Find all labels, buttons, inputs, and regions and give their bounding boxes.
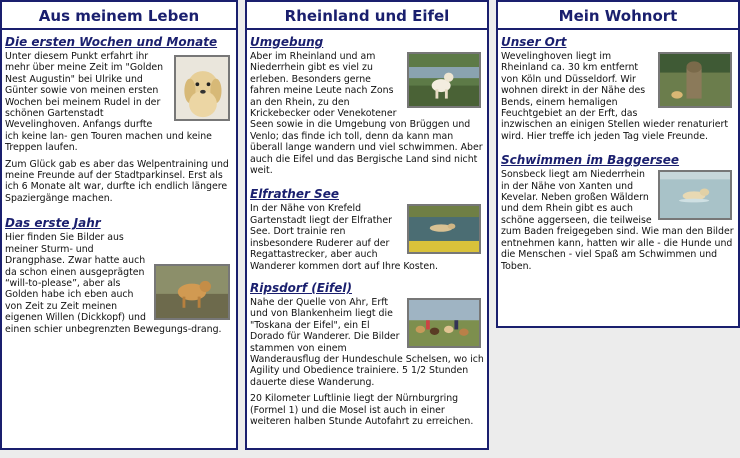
paragraph: 20 Kilometer Luftlinie liegt der Nürnburgring (Formel 1) und die Mosel ist auch in einer weiteren halben Stunde Autofahrt zu erreichen. (250, 393, 474, 427)
dog-group-photo[interactable] (407, 298, 481, 348)
town-monument-photo[interactable] (658, 52, 732, 108)
section-heading-erste-wochen[interactable]: Die ersten Wochen und Monate (5, 35, 218, 49)
column-mein-wohnort (496, 0, 740, 328)
paragraph: Hier finden Sie Bilder aus meiner Sturm- und Drangphase. Zwar hatte auch da schon einen ausgeprägten “will-to-please”, aber als Golden habe ich eben auch von Zeit zu Zeit meinen eigenen Willen (Dickkopf) und einen schier unbegrenzten Bewegungs-drang. (5, 232, 222, 335)
paragraph: Zum Glück gab es aber das Welpentraining und meine Freunde auf der Stadtparkinsel. Erst als ich 6 Monate alt war, durfte ich endlich längere Spaziergänge machen. (5, 158, 229, 204)
column-title: Rheinland und Eifel (247, 2, 487, 30)
paragraph: Nahe der Quelle von Ahr, Erft und von Blankenheim liegt die "Toskana der Eifel", ein El Dorado für Wanderer. Die Bilder stammen von einem Wanderausflug der Hundeschule Schelsen, wo ich Agility und Obedience trainiere. 5 1/2 Stunden dauerte diese Wanderung. (250, 296, 484, 388)
paragraph: Unter diesem Punkt erfahrt ihr mehr über meine Zeit im "Golden Nest Augustin" bei Ulrike und Günter sowie von meinen ersten Wochen bei meinem Rudel in der schönen Gartenstadt Wevelinghoven. Anfangs durfte ich keine lan- gen Touren machen und keine Treppen laufen. (5, 51, 212, 154)
dog-by-lake-photo[interactable] (407, 52, 481, 108)
section-heading-elfrather-see[interactable]: Elfrather See (250, 187, 339, 202)
section-heading-schwimmen-baggersee[interactable]: Schwimmen im Baggersee (501, 153, 680, 168)
section-heading-erstes-jahr[interactable]: Das erste Jahr (5, 216, 101, 231)
section-heading-unser-ort[interactable]: Unser Ort (501, 35, 567, 49)
running-dog-photo[interactable] (154, 264, 230, 320)
paragraph: Aber im Rheinland und am Niederrhein gibt es viel zu erleben. Besonders gerne fahren meine Leute nach Zons an den Rhein, zu den Krickebecker oder Venekotener Seen sowie in die Umgebung von Brüggen und Venlo; das finde ich toll, denn da kann man überall lange wandern und viel schwimmen. Aber auch die Eifel und das Bergische Land sind nicht weit. (250, 51, 483, 177)
section-heading-umgebung[interactable]: Umgebung (250, 35, 324, 49)
column-title: Mein Wohnort (498, 2, 738, 30)
paragraph: In der Nähe von Krefeld Gartenstadt liegt der Elfrather See. Dort trainie ren insbesondere Ruderer auf der Regattastrecker, aber auch Wanderer kommen dort auf Ihre Kosten. (250, 203, 439, 272)
paragraph: Sonsbeck liegt am Niederrhein in der Nähe von Xanten und Kevelar. Neben großen Wäldern und dem Rhein gibt es auch schöne aggerseen, die teilweise zum Baden freigegeben sind. Wie man den Bilder entnehmen kann, hatten wir alle - die Hunde und die Menschen - viel Spaß am Schwimmen und Toben. (501, 169, 734, 272)
dog-in-lake-photo[interactable] (658, 170, 732, 220)
column-aus-meinem-leben (0, 0, 238, 450)
column-rheinland-und-eifel (245, 0, 489, 450)
paragraph: Wevelinghoven liegt im Rheinland ca. 30 km entfernt von Köln und Düsseldorf. Wir wohnen direkt in der Nähe des Bends, einem hemaligen Feuchtgebiet an der Erft, das inzwischen an einigen Stellen wieder renaturiert wird. Hier treffe ich jeden Tag viele Freunde. (501, 51, 729, 142)
dog-swimming-photo[interactable] (407, 204, 481, 254)
column-title: Aus meinem Leben (2, 2, 236, 30)
section-heading-ripsdorf[interactable]: Ripsdorf (Eifel) (250, 280, 352, 295)
puppy-photo[interactable] (174, 55, 230, 121)
